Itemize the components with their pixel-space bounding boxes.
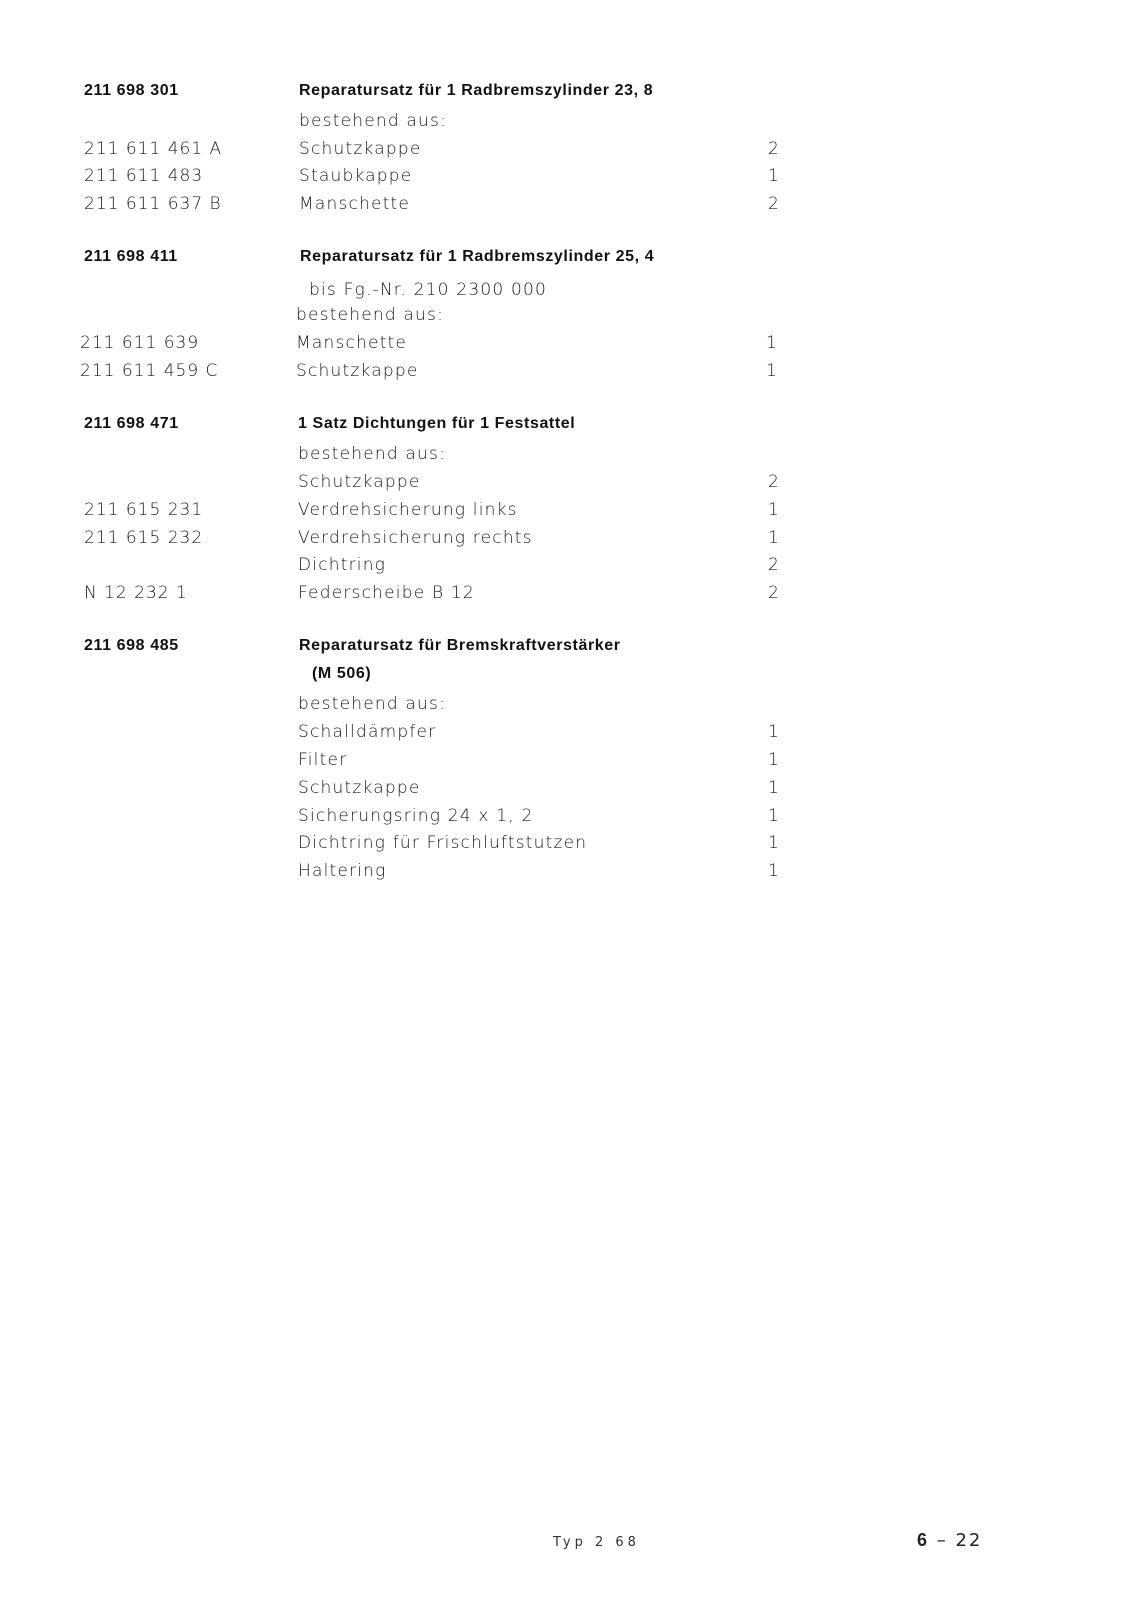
quantity: 2 (768, 555, 779, 575)
list-item (0, 806, 1133, 834)
quantity: 1 (768, 833, 779, 853)
list-item (0, 500, 1133, 528)
part-description: bestehend aus: (299, 111, 448, 131)
list-item (0, 750, 1133, 778)
part-number: 211 615 231 (84, 500, 204, 520)
footer-page-number (917, 1530, 982, 1551)
part-description: Haltering (298, 861, 387, 881)
footer-type-label: Typ 2 68 (553, 1535, 640, 1550)
part-description: Staubkappe (299, 166, 413, 186)
list-item (0, 833, 1133, 861)
part-description: Schutzkappe (298, 778, 421, 798)
part-description: bestehend aus: (298, 444, 447, 464)
part-description: bestehend aus: (296, 305, 445, 325)
part-description: Federscheibe B 12 (298, 583, 475, 603)
part-description: Verdrehsicherung links (298, 500, 518, 520)
quantity: 2 (768, 139, 779, 159)
part-number: 211 698 471 (84, 415, 179, 432)
list-item (0, 778, 1133, 806)
list-item (0, 361, 1133, 389)
quantity: 1 (768, 806, 779, 826)
list-item (0, 305, 1133, 333)
list-item (0, 139, 1133, 167)
quantity: 1 (768, 750, 779, 770)
part-number: 211 698 485 (84, 637, 179, 654)
part-number: 211 698 301 (84, 82, 179, 99)
page-separator: – (936, 1530, 948, 1551)
part-description: Sicherungsring 24 x 1, 2 (298, 806, 534, 826)
part-number: 211 611 639 (80, 333, 200, 353)
part-description: Reparatursatz für Bremskraftverstärker (299, 637, 621, 654)
kit-header-row (0, 637, 1133, 665)
kit-header-row (0, 248, 1133, 276)
list-item (0, 444, 1133, 472)
list-item (0, 166, 1133, 194)
kit-header-row (0, 82, 1133, 110)
part-description: bis Fg.-Nr. 210 2300 000 (309, 280, 548, 300)
list-item (0, 694, 1133, 722)
list-item (0, 280, 1133, 308)
part-description: 1 Satz Dichtungen für 1 Festsattel (298, 415, 576, 432)
part-number: 211 615 232 (84, 528, 204, 548)
quantity: 2 (768, 194, 779, 214)
quantity: 2 (768, 472, 779, 492)
quantity: 1 (766, 361, 777, 381)
part-number: 211 611 461 A (84, 139, 223, 159)
list-item (0, 583, 1133, 611)
quantity: 1 (766, 333, 777, 353)
kit-header-row (0, 415, 1133, 443)
quantity: 1 (768, 528, 779, 548)
part-description: Reparatursatz für 1 Radbremszylinder 23, 8 (299, 82, 654, 99)
part-description: Schutzkappe (296, 361, 419, 381)
quantity: 1 (768, 500, 779, 520)
part-description: Filter (298, 750, 348, 770)
part-description: Manschette (299, 194, 411, 214)
part-description: Dichtring für Frischluftstutzen (298, 833, 588, 853)
list-item (0, 861, 1133, 889)
list-item (0, 111, 1133, 139)
part-description: Verdrehsicherung rechts (298, 528, 533, 548)
kit-header-row (0, 665, 1133, 693)
part-number: 211 611 459 C (80, 361, 219, 381)
part-description: (M 506) (312, 665, 372, 682)
part-description: Manschette (296, 333, 408, 353)
list-item (0, 722, 1133, 750)
part-description: Schutzkappe (299, 139, 422, 159)
part-description: Dichtring (298, 555, 387, 575)
part-number: N 12 232 1 (84, 583, 188, 603)
list-item (0, 333, 1133, 361)
quantity: 1 (768, 861, 779, 881)
page-number: 22 (955, 1530, 983, 1551)
part-number: 211 611 483 (84, 166, 204, 186)
list-item (0, 528, 1133, 556)
page-section: 6 (917, 1530, 930, 1550)
list-item (0, 472, 1133, 500)
quantity: 1 (768, 778, 779, 798)
part-number: 211 698 411 (84, 248, 178, 265)
quantity: 1 (768, 166, 779, 186)
part-description: Schutzkappe (298, 472, 421, 492)
list-item (0, 555, 1133, 583)
part-description: Reparatursatz für 1 Radbremszylinder 25, 4 (300, 248, 655, 265)
list-item (0, 194, 1133, 222)
part-number: 211 611 637 B (84, 194, 222, 214)
quantity: 1 (768, 722, 779, 742)
part-description: bestehend aus: (298, 694, 447, 714)
quantity: 2 (768, 583, 779, 603)
part-description: Schalldämpfer (298, 722, 437, 742)
